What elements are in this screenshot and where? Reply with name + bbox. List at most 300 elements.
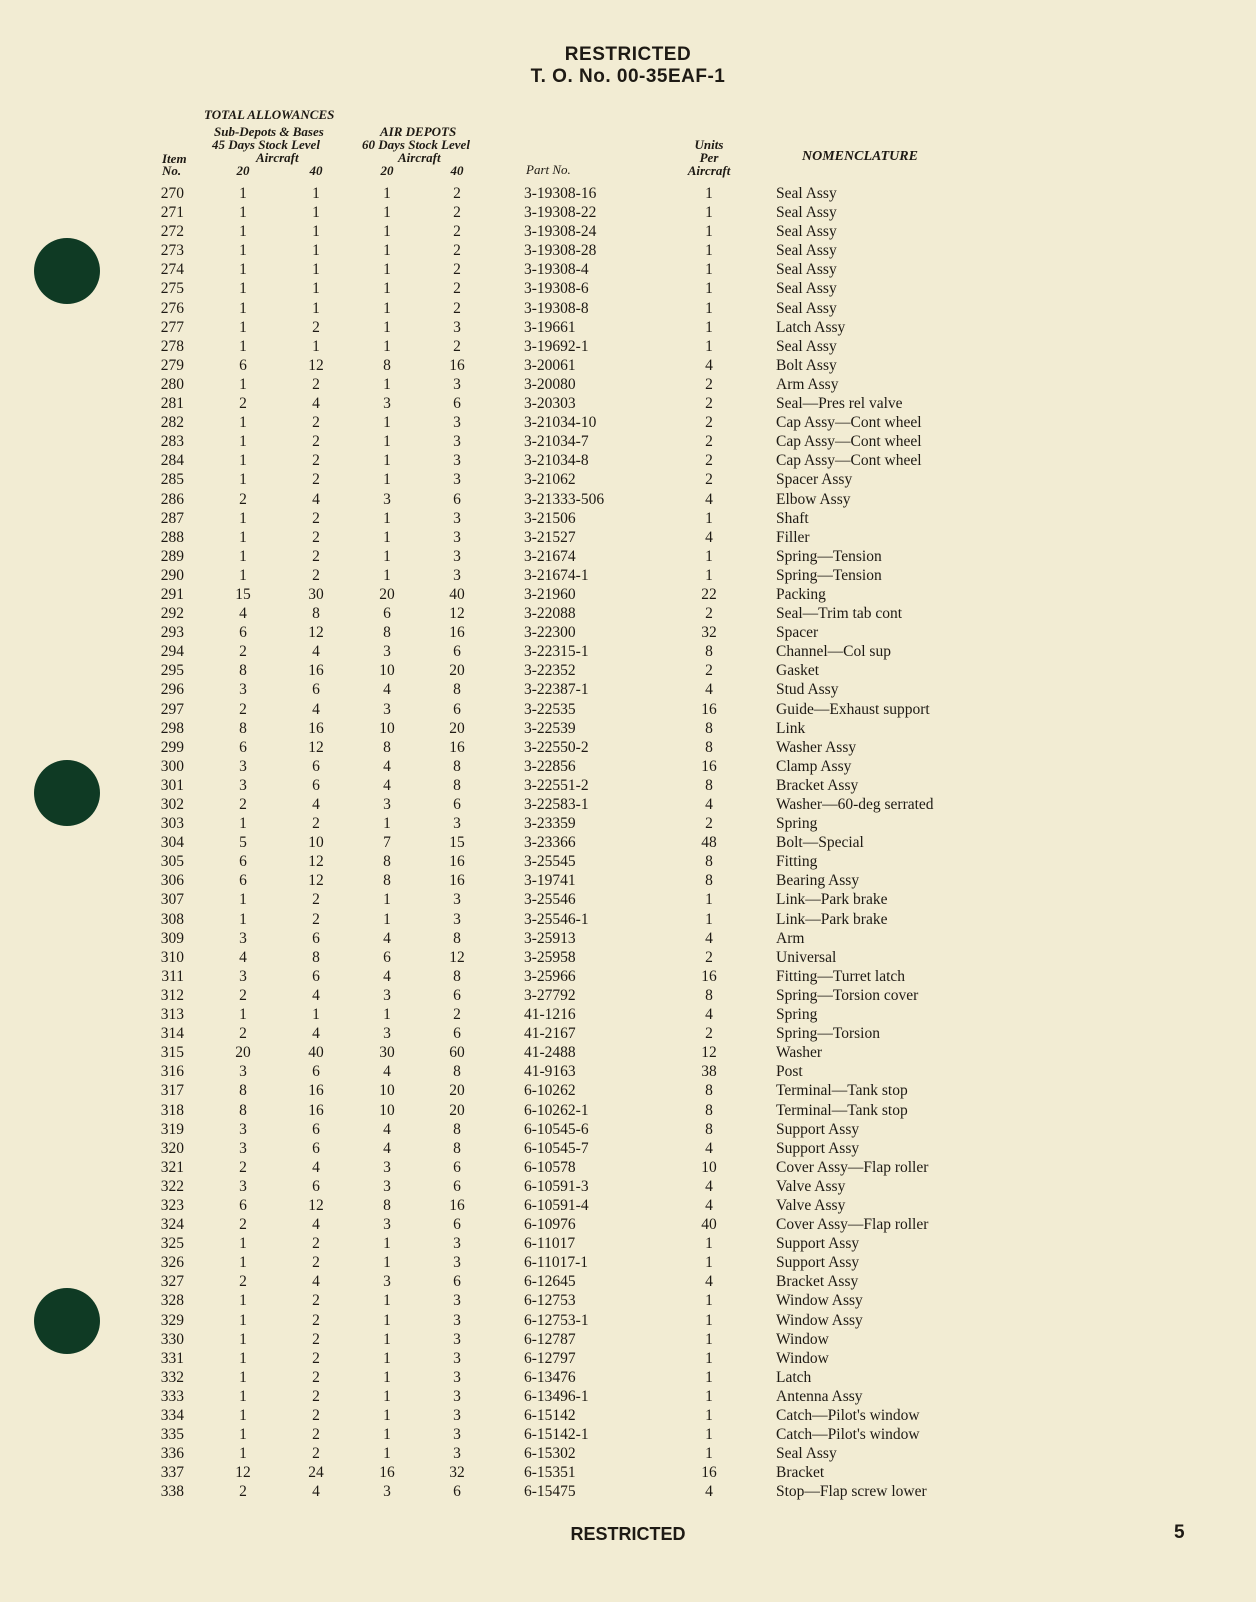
cell-sub-depots-40: 6 [312, 967, 320, 985]
cell-sub-depots-20: 1 [239, 891, 247, 909]
header-aircraft-sub: Aircraft [256, 150, 299, 165]
cell-units-per-aircraft: 1 [705, 261, 713, 279]
cell-air-depots-40: 8 [453, 776, 461, 794]
cell-part-no: 3-21674-1 [524, 566, 589, 584]
cell-air-depots-40: 3 [453, 815, 461, 833]
cell-sub-depots-40: 12 [308, 853, 324, 871]
cell-item-no: 308 [160, 910, 184, 928]
table-row [0, 1349, 1256, 1368]
cell-item-no: 305 [160, 853, 184, 871]
cell-units-per-aircraft: 1 [705, 1235, 713, 1253]
cell-air-depots-40: 6 [453, 1216, 461, 1234]
cell-sub-depots-20: 8 [239, 662, 247, 680]
cell-part-no: 6-10976 [524, 1216, 576, 1234]
cell-item-no: 294 [160, 643, 184, 661]
cell-item-no: 280 [160, 375, 184, 393]
cell-part-no: 6-13476 [524, 1368, 576, 1386]
cell-part-no: 3-25913 [524, 929, 576, 947]
cell-units-per-aircraft: 1 [705, 1330, 713, 1348]
cell-item-no: 307 [160, 891, 184, 909]
cell-air-depots-40: 3 [453, 1349, 461, 1367]
cell-air-depots-20: 30 [379, 1044, 395, 1062]
table-row [0, 1482, 1256, 1501]
cell-air-depots-40: 6 [453, 796, 461, 813]
cell-air-depots-20: 1 [383, 1330, 391, 1348]
cell-air-depots-20: 1 [383, 414, 391, 432]
cell-sub-depots-40: 2 [312, 566, 320, 584]
cell-nomenclature: Spring [776, 1006, 818, 1024]
cell-part-no: 3-22583-1 [524, 796, 589, 813]
cell-units-per-aircraft: 8 [705, 719, 713, 737]
cell-sub-depots-40: 1 [312, 337, 320, 355]
table-row [0, 757, 1256, 776]
cell-item-no: 283 [160, 433, 184, 451]
cell-sub-depots-20: 1 [239, 509, 247, 527]
cell-nomenclature: Bracket Assy [776, 776, 859, 794]
cell-item-no: 279 [160, 356, 184, 374]
cell-air-depots-40: 8 [453, 681, 461, 699]
cell-sub-depots-40: 12 [308, 872, 324, 890]
cell-nomenclature: Fitting [776, 853, 818, 871]
cell-air-depots-40: 3 [453, 509, 461, 527]
cell-units-per-aircraft: 1 [705, 509, 713, 527]
cell-sub-depots-20: 2 [239, 1483, 247, 1501]
cell-item-no: 297 [160, 700, 184, 718]
cell-item-no: 309 [160, 929, 184, 947]
cell-nomenclature: Window [776, 1330, 829, 1348]
cell-air-depots-40: 15 [449, 834, 465, 852]
cell-sub-depots-40: 4 [312, 490, 320, 508]
cell-sub-depots-20: 1 [239, 910, 247, 928]
cell-part-no: 3-21034-8 [524, 452, 589, 470]
cell-units-per-aircraft: 8 [705, 776, 713, 794]
cell-units-per-aircraft: 1 [705, 280, 713, 298]
cell-air-depots-40: 3 [453, 375, 461, 393]
cell-sub-depots-40: 2 [312, 891, 320, 909]
cell-units-per-aircraft: 2 [705, 948, 713, 966]
table-row [0, 642, 1256, 661]
cell-sub-depots-40: 24 [308, 1464, 324, 1482]
cell-sub-depots-20: 5 [239, 834, 247, 852]
cell-units-per-aircraft: 2 [705, 605, 713, 623]
cell-air-depots-20: 1 [383, 185, 391, 202]
cell-part-no: 3-22535 [524, 700, 576, 718]
cell-air-depots-40: 2 [453, 299, 461, 317]
cell-part-no: 6-15142 [524, 1407, 576, 1424]
cell-nomenclature: Washer Assy [776, 738, 857, 756]
cell-air-depots-40: 6 [453, 1483, 461, 1501]
cell-nomenclature: Antenna Assy [776, 1387, 863, 1405]
cell-air-depots-40: 6 [453, 1158, 461, 1176]
cell-air-depots-20: 1 [383, 815, 391, 833]
table-row [0, 509, 1256, 528]
table-row [0, 1101, 1256, 1120]
cell-item-no: 296 [160, 681, 184, 699]
table-row [0, 1005, 1256, 1024]
cell-sub-depots-40: 2 [312, 1368, 320, 1386]
cell-sub-depots-40: 40 [308, 1044, 324, 1062]
cell-part-no: 3-21506 [524, 509, 576, 527]
cell-units-per-aircraft: 2 [705, 471, 713, 489]
cell-air-depots-40: 6 [453, 395, 461, 413]
cell-air-depots-20: 1 [383, 261, 391, 279]
header-nomenclature: NOMENCLATURE [802, 149, 918, 164]
cell-item-no: 284 [160, 452, 184, 470]
cell-sub-depots-40: 4 [312, 1483, 320, 1501]
table-row [0, 279, 1256, 298]
cell-sub-depots-20: 1 [239, 1368, 247, 1386]
cell-air-depots-40: 6 [453, 490, 461, 508]
cell-sub-depots-20: 1 [239, 414, 247, 432]
cell-nomenclature: Seal—Trim tab cont [776, 605, 903, 623]
cell-air-depots-20: 3 [383, 1025, 391, 1043]
cell-units-per-aircraft: 1 [705, 1311, 713, 1329]
cell-sub-depots-20: 1 [239, 261, 247, 279]
cell-air-depots-40: 3 [453, 1330, 461, 1348]
cell-sub-depots-20: 3 [239, 757, 247, 775]
table-row [0, 1196, 1256, 1215]
cell-part-no: 6-12753-1 [524, 1311, 589, 1329]
header-count-sub-40: 40 [309, 163, 323, 178]
cell-sub-depots-40: 6 [312, 776, 320, 794]
cell-part-no: 3-27792 [524, 986, 576, 1004]
cell-item-no: 277 [160, 318, 184, 336]
cell-sub-depots-40: 16 [308, 719, 324, 737]
cell-nomenclature: Fitting—Turret latch [776, 967, 906, 985]
table-row [0, 260, 1256, 279]
cell-air-depots-40: 3 [453, 1235, 461, 1253]
cell-units-per-aircraft: 4 [705, 929, 713, 947]
cell-units-per-aircraft: 2 [705, 414, 713, 432]
cell-nomenclature: Seal Assy [776, 185, 837, 202]
cell-air-depots-40: 2 [453, 261, 461, 279]
cell-part-no: 3-21333-506 [524, 490, 605, 508]
cell-nomenclature: Seal Assy [776, 261, 837, 279]
cell-air-depots-20: 1 [383, 547, 391, 565]
cell-sub-depots-40: 12 [308, 624, 324, 642]
cell-sub-depots-20: 2 [239, 1216, 247, 1234]
cell-item-no: 330 [160, 1330, 184, 1348]
cell-sub-depots-40: 2 [312, 318, 320, 336]
table-row [0, 1425, 1256, 1444]
cell-air-depots-40: 32 [449, 1464, 465, 1482]
cell-units-per-aircraft: 4 [705, 1483, 713, 1501]
cell-item-no: 285 [160, 471, 184, 489]
cell-sub-depots-20: 3 [239, 1177, 247, 1195]
cell-part-no: 3-20061 [524, 356, 576, 374]
table-row [0, 890, 1256, 909]
cell-item-no: 274 [160, 261, 184, 279]
cell-air-depots-20: 3 [383, 1177, 391, 1195]
cell-units-per-aircraft: 16 [701, 1464, 717, 1482]
table-row [0, 738, 1256, 757]
table-row [0, 318, 1256, 337]
cell-item-no: 273 [160, 242, 184, 260]
cell-item-no: 337 [160, 1464, 184, 1482]
cell-sub-depots-40: 6 [312, 681, 320, 699]
table-row [0, 910, 1256, 929]
cell-item-no: 290 [160, 566, 184, 584]
cell-part-no: 6-15142-1 [524, 1426, 589, 1444]
cell-sub-depots-40: 4 [312, 643, 320, 661]
cell-sub-depots-20: 4 [239, 948, 247, 966]
cell-air-depots-40: 6 [453, 986, 461, 1004]
cell-sub-depots-40: 2 [312, 452, 320, 470]
table-row [0, 623, 1256, 642]
cell-units-per-aircraft: 38 [701, 1063, 717, 1081]
cell-item-no: 312 [160, 986, 184, 1004]
cell-units-per-aircraft: 1 [705, 1349, 713, 1367]
cell-sub-depots-40: 8 [312, 948, 320, 966]
cell-sub-depots-40: 1 [312, 1006, 320, 1024]
table-row [0, 566, 1256, 585]
cell-air-depots-40: 3 [453, 1254, 461, 1272]
cell-sub-depots-20: 1 [239, 471, 247, 489]
cell-nomenclature: Channel—Col sup [776, 643, 891, 661]
table-row [0, 776, 1256, 795]
cell-item-no: 317 [160, 1082, 184, 1100]
cell-air-depots-40: 12 [449, 605, 465, 623]
table-row [0, 1024, 1256, 1043]
cell-units-per-aircraft: 16 [701, 967, 717, 985]
cell-item-no: 326 [160, 1254, 184, 1272]
cell-nomenclature: Bolt—Special [776, 834, 864, 852]
cell-air-depots-40: 3 [453, 528, 461, 546]
cell-units-per-aircraft: 1 [705, 185, 713, 202]
cell-nomenclature: Cap Assy—Cont wheel [776, 433, 922, 451]
cell-part-no: 6-12787 [524, 1330, 576, 1348]
cell-sub-depots-20: 6 [239, 853, 247, 871]
cell-item-no: 329 [160, 1311, 184, 1329]
cell-air-depots-20: 4 [383, 967, 391, 985]
cell-item-no: 288 [160, 528, 184, 546]
cell-sub-depots-20: 1 [239, 223, 247, 241]
cell-air-depots-20: 1 [383, 1235, 391, 1253]
cell-sub-depots-40: 6 [312, 1139, 320, 1157]
cell-nomenclature: Spacer Assy [776, 471, 853, 489]
cell-sub-depots-40: 1 [312, 280, 320, 298]
cell-units-per-aircraft: 8 [705, 643, 713, 661]
classification-header: RESTRICTED [564, 44, 692, 65]
table-row [0, 1234, 1256, 1253]
table-row [0, 604, 1256, 623]
cell-air-depots-20: 8 [383, 853, 391, 871]
cell-item-no: 289 [160, 547, 184, 565]
cell-sub-depots-20: 1 [239, 375, 247, 393]
table-row [0, 1311, 1256, 1330]
cell-part-no: 6-13496-1 [524, 1387, 589, 1405]
cell-part-no: 6-10591-4 [524, 1196, 589, 1214]
cell-air-depots-40: 3 [453, 1387, 461, 1405]
cell-units-per-aircraft: 4 [705, 490, 713, 508]
cell-units-per-aircraft: 1 [705, 299, 713, 317]
cell-sub-depots-20: 8 [239, 1082, 247, 1100]
cell-sub-depots-20: 2 [239, 490, 247, 508]
header-sub-depots-stock: 45 Days Stock Level [212, 137, 320, 152]
cell-units-per-aircraft: 16 [701, 700, 717, 718]
cell-air-depots-40: 2 [453, 1006, 461, 1024]
cell-nomenclature: Catch—Pilot's window [776, 1407, 920, 1424]
cell-part-no: 6-12645 [524, 1273, 576, 1291]
table-row [0, 1463, 1256, 1482]
cell-air-depots-40: 2 [453, 223, 461, 241]
cell-part-no: 3-19308-28 [524, 242, 597, 260]
cell-sub-depots-40: 1 [312, 223, 320, 241]
cell-units-per-aircraft: 1 [705, 547, 713, 565]
table-row [0, 203, 1256, 222]
cell-nomenclature: Seal Assy [776, 337, 837, 355]
header-count-sub-20: 20 [236, 163, 250, 178]
cell-sub-depots-40: 2 [312, 547, 320, 565]
table-row [0, 1444, 1256, 1463]
cell-part-no: 6-10262 [524, 1082, 576, 1100]
cell-sub-depots-20: 20 [235, 1044, 251, 1062]
cell-sub-depots-20: 1 [239, 185, 247, 202]
cell-nomenclature: Spacer [776, 624, 819, 642]
cell-nomenclature: Stud Assy [776, 681, 839, 699]
cell-sub-depots-20: 8 [239, 719, 247, 737]
cell-item-no: 335 [160, 1426, 184, 1444]
cell-air-depots-20: 1 [383, 280, 391, 298]
cell-nomenclature: Terminal—Tank stop [776, 1082, 908, 1100]
cell-nomenclature: Seal Assy [776, 1445, 837, 1463]
header-sub-depots: Sub-Depots & Bases [214, 124, 324, 139]
cell-part-no: 6-15475 [524, 1483, 576, 1501]
cell-air-depots-20: 8 [383, 1196, 391, 1214]
cell-item-no: 286 [160, 490, 184, 508]
cell-sub-depots-40: 12 [308, 738, 324, 756]
cell-air-depots-20: 3 [383, 395, 391, 413]
cell-part-no: 3-22088 [524, 605, 576, 623]
cell-air-depots-40: 3 [453, 1445, 461, 1463]
cell-sub-depots-40: 8 [312, 605, 320, 623]
cell-nomenclature: Spring [776, 815, 818, 833]
cell-sub-depots-40: 12 [308, 1196, 324, 1214]
cell-item-no: 278 [160, 337, 184, 355]
cell-sub-depots-40: 2 [312, 1445, 320, 1463]
cell-units-per-aircraft: 1 [705, 318, 713, 336]
cell-sub-depots-20: 2 [239, 1273, 247, 1291]
cell-air-depots-40: 20 [449, 1101, 465, 1119]
table-row [0, 1291, 1256, 1310]
cell-nomenclature: Window [776, 1349, 829, 1367]
table-row [0, 1387, 1256, 1406]
cell-nomenclature: Spring—Torsion [776, 1025, 880, 1043]
cell-part-no: 41-2488 [524, 1044, 576, 1062]
cell-air-depots-40: 6 [453, 700, 461, 718]
header-part-no: Part No. [526, 162, 571, 177]
cell-air-depots-20: 4 [383, 1139, 391, 1157]
cell-nomenclature: Washer [776, 1044, 823, 1062]
cell-air-depots-40: 2 [453, 185, 461, 202]
cell-units-per-aircraft: 1 [705, 566, 713, 584]
cell-sub-depots-40: 2 [312, 1235, 320, 1253]
cell-units-per-aircraft: 1 [705, 337, 713, 355]
cell-nomenclature: Support Assy [776, 1235, 860, 1253]
cell-part-no: 6-10545-7 [524, 1139, 589, 1157]
table-row [0, 375, 1256, 394]
cell-air-depots-40: 3 [453, 452, 461, 470]
cell-air-depots-20: 1 [383, 528, 391, 546]
cell-units-per-aircraft: 4 [705, 1273, 713, 1291]
cell-item-no: 303 [160, 815, 184, 833]
cell-nomenclature: Latch [776, 1368, 812, 1386]
cell-air-depots-20: 3 [383, 1273, 391, 1291]
cell-sub-depots-40: 16 [308, 1082, 324, 1100]
cell-item-no: 304 [160, 834, 184, 852]
cell-air-depots-40: 3 [453, 910, 461, 928]
cell-part-no: 3-21674 [524, 547, 576, 565]
table-row [0, 967, 1256, 986]
cell-part-no: 3-25546 [524, 891, 576, 909]
cell-air-depots-40: 12 [449, 948, 465, 966]
header-count-air-20: 20 [380, 163, 394, 178]
cell-item-no: 270 [160, 185, 184, 202]
cell-sub-depots-20: 3 [239, 1063, 247, 1081]
header-air-depots: AIR DEPOTS [380, 124, 457, 139]
cell-sub-depots-40: 2 [312, 1407, 320, 1424]
cell-nomenclature: Link—Park brake [776, 891, 888, 909]
cell-air-depots-40: 6 [453, 1025, 461, 1043]
cell-air-depots-20: 10 [379, 1082, 395, 1100]
cell-item-no: 302 [160, 796, 184, 813]
cell-sub-depots-20: 1 [239, 547, 247, 565]
cell-sub-depots-20: 8 [239, 1101, 247, 1119]
cell-sub-depots-20: 6 [239, 1196, 247, 1214]
header-item-line1: Item [162, 151, 187, 166]
cell-air-depots-20: 1 [383, 1292, 391, 1310]
cell-air-depots-40: 16 [449, 738, 465, 756]
cell-part-no: 3-23359 [524, 815, 576, 833]
cell-air-depots-20: 4 [383, 1120, 391, 1138]
cell-air-depots-20: 3 [383, 986, 391, 1004]
cell-units-per-aircraft: 4 [705, 528, 713, 546]
cell-sub-depots-20: 2 [239, 700, 247, 718]
cell-units-per-aircraft: 4 [705, 1196, 713, 1214]
cell-sub-depots-20: 6 [239, 356, 247, 374]
cell-part-no: 3-19661 [524, 318, 576, 336]
cell-sub-depots-20: 3 [239, 1120, 247, 1138]
table-row [0, 680, 1256, 699]
cell-nomenclature: Support Assy [776, 1254, 860, 1272]
cell-units-per-aircraft: 32 [701, 624, 717, 642]
cell-air-depots-20: 1 [383, 1311, 391, 1329]
cell-air-depots-20: 1 [383, 299, 391, 317]
cell-sub-depots-20: 1 [239, 204, 247, 222]
table-row [0, 394, 1256, 413]
cell-units-per-aircraft: 10 [701, 1158, 717, 1176]
cell-sub-depots-40: 1 [312, 185, 320, 202]
table-row [0, 661, 1256, 680]
cell-nomenclature: Post [776, 1063, 803, 1081]
cell-nomenclature: Link—Park brake [776, 910, 888, 928]
cell-part-no: 3-22539 [524, 719, 576, 737]
cell-air-depots-40: 8 [453, 1063, 461, 1081]
cell-air-depots-20: 10 [379, 662, 395, 680]
cell-air-depots-20: 1 [383, 223, 391, 241]
cell-nomenclature: Valve Assy [776, 1196, 846, 1214]
cell-units-per-aircraft: 1 [705, 242, 713, 260]
cell-part-no: 3-19308-24 [524, 223, 597, 241]
cell-part-no: 6-11017 [524, 1235, 576, 1253]
cell-units-per-aircraft: 1 [705, 1368, 713, 1386]
table-row [0, 929, 1256, 948]
cell-units-per-aircraft: 1 [705, 1445, 713, 1463]
cell-air-depots-40: 3 [453, 318, 461, 336]
cell-air-depots-20: 1 [383, 566, 391, 584]
cell-units-per-aircraft: 1 [705, 891, 713, 909]
table-row [0, 1158, 1256, 1177]
